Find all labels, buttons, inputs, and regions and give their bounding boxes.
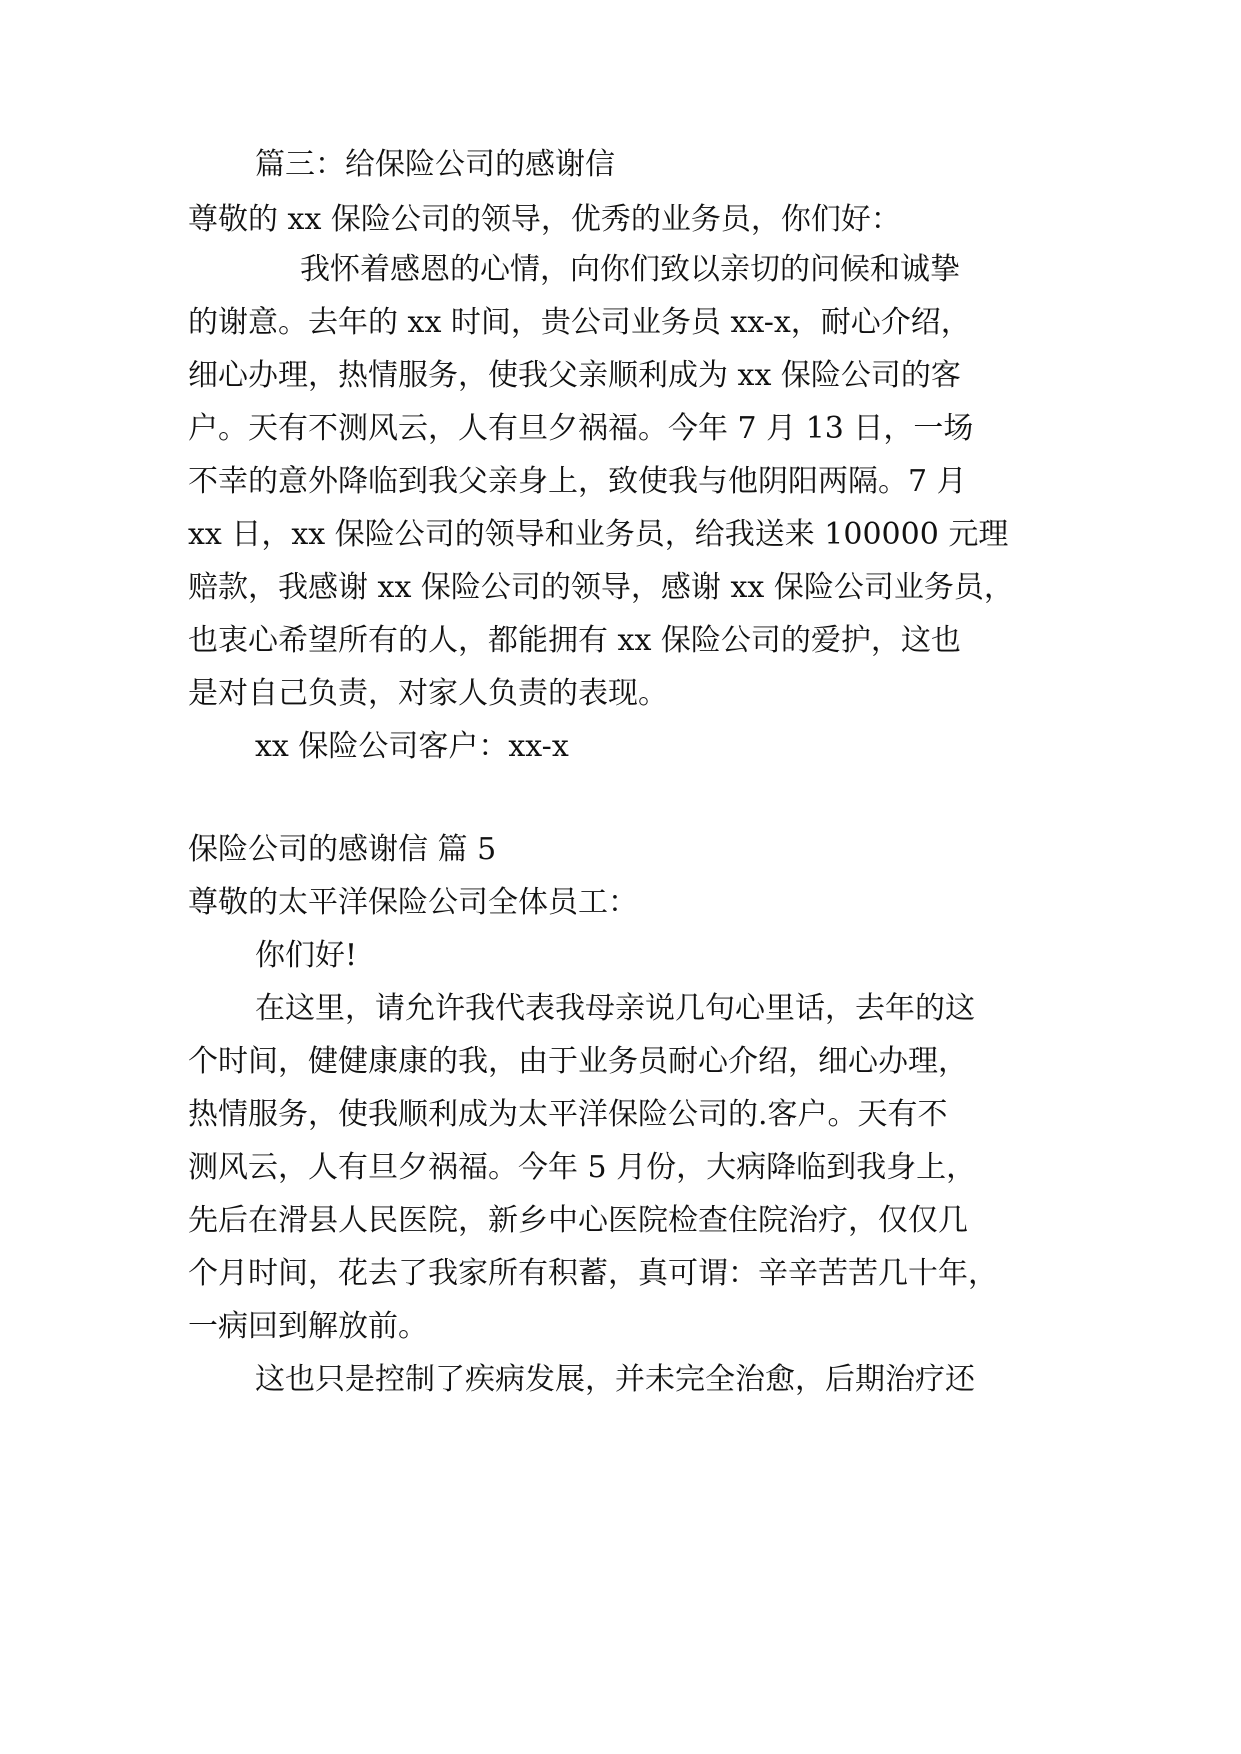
salutation: 尊敬的 xx 保险公司的领导，优秀的业务员，你们好： [188,202,901,237]
body-line: 的谢意。去年的 xx 时间，贵公司业务员 xx-x，耐心介绍， [188,305,971,340]
greeting: 你们好! [255,938,358,973]
body-line: 个时间，健健康康的我，由于业务员耐心介绍，细心办理， [188,1044,968,1079]
body-line: 我怀着感恩的心情，向你们致以亲切的问候和诚挚 [300,252,960,287]
body-line: 细心办理，热情服务，使我父亲顺利成为 xx 保险公司的客 [188,358,961,393]
body-line: 测风云，人有旦夕祸福。今年 5 月份，大病降临到我身上， [188,1150,977,1185]
body-line: 先后在滑县人民医院，新乡中心医院检查住院治疗，仅仅几 [188,1203,968,1238]
signature: xx 保险公司客户：xx-x [255,729,569,764]
body-line: 也衷心希望所有的人，都能拥有 xx 保险公司的爱护，这也 [188,623,961,658]
section-heading: 保险公司的感谢信 篇 5 [188,832,497,867]
body-line: 这也只是控制了疾病发展，并未完全治愈，后期治疗还 [255,1362,975,1397]
body-line: 个月时间，花去了我家所有积蓄，真可谓：辛辛苦苦几十年， [188,1256,998,1291]
salutation: 尊敬的太平洋保险公司全体员工： [188,885,638,920]
body-line: xx 日，xx 保险公司的领导和业务员，给我送来 100000 元理 [188,517,1009,552]
body-line: 不幸的意外降临到我父亲身上，致使我与他阴阳两隔。7 月 [188,464,967,499]
body-line: 赔款，我感谢 xx 保险公司的领导，感谢 xx 保险公司业务员， [188,570,1014,605]
body-line: 户。天有不测风云，人有旦夕祸福。今年 7 月 13 日，一场 [188,411,974,446]
body-line: 一病回到解放前。 [188,1309,428,1344]
body-line: 在这里，请允许我代表我母亲说几句心里话，去年的这 [255,991,975,1026]
section-heading: 篇三：给保险公司的感谢信 [255,147,615,182]
body-line: 热情服务，使我顺利成为太平洋保险公司的.客户。天有不 [188,1097,948,1132]
body-line: 是对自己负责，对家人负责的表现。 [188,676,668,711]
